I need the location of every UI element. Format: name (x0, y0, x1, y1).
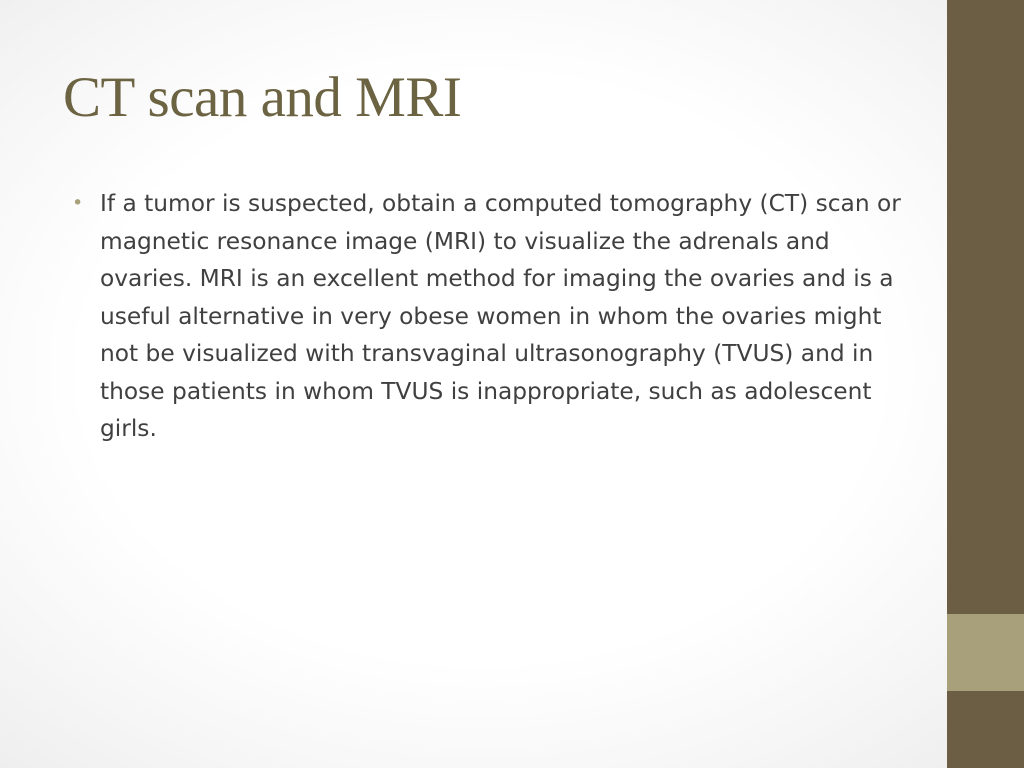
bullet-item (72, 185, 908, 448)
bullet-marker-icon: • (72, 192, 84, 214)
sidebar-decoration-bottom (947, 691, 1024, 768)
bullet-text: If a tumor is suspected, obtain a computed tomography (CT) scan or magnetic resonance image (MRI) to visualize the adrenals and ovaries. MRI is an excellent method for imaging the ovaries and is a useful alternative in very obese women in whom the ovaries might not be visualized with transvaginal ultrasonography (TVUS) and in those patients in whom TVUS is inappropriate, such as adolescent girls. (100, 190, 901, 442)
bullet-list (72, 185, 908, 448)
slide-title: CT scan and MRI (63, 66, 462, 129)
sidebar-accent-block (947, 614, 1024, 691)
sidebar-decoration-top (947, 0, 1024, 614)
